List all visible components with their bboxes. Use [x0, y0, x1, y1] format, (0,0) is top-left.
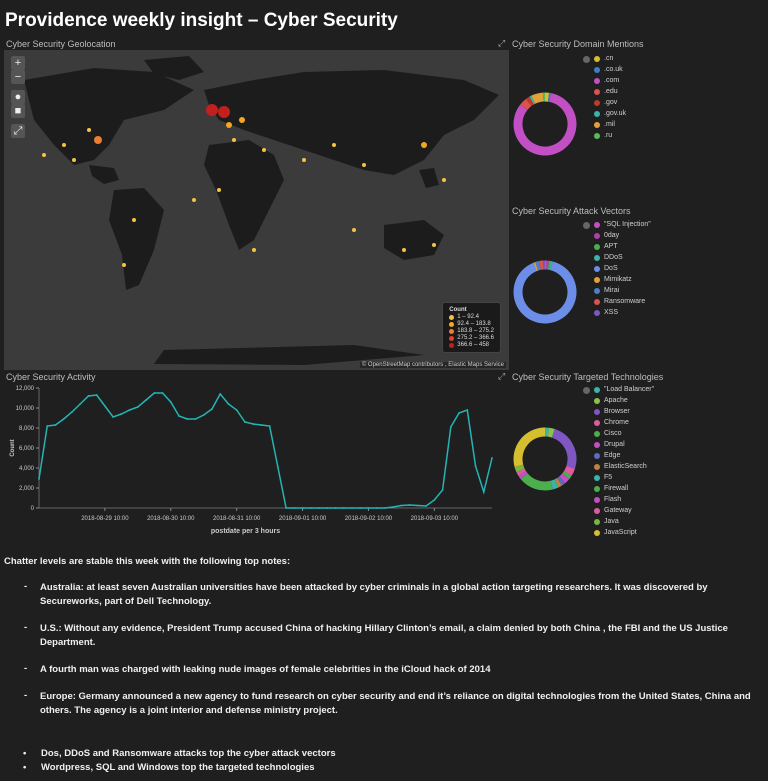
legend-item[interactable] [594, 285, 651, 296]
note-item [4, 690, 764, 718]
legend-label: Mirai [604, 287, 620, 294]
activity-point[interactable] [38, 478, 40, 480]
activity-point[interactable] [302, 507, 304, 509]
activity-point[interactable] [293, 507, 295, 509]
activity-point[interactable] [162, 392, 164, 394]
legend-swatch [594, 111, 600, 117]
domain-mentions-title: Cyber Security Domain Mentions [512, 39, 644, 49]
legend-item[interactable] [594, 119, 626, 130]
legend-item[interactable] [594, 64, 626, 75]
activity-point[interactable] [450, 426, 452, 428]
donut-segment[interactable] [556, 482, 559, 484]
map-marker[interactable] [226, 122, 232, 128]
donut-segment[interactable] [562, 476, 566, 480]
bullet-marker: • [23, 748, 27, 759]
legend-label: 275.2 – 366.6 [457, 335, 494, 341]
legend-label: JavaScript [604, 529, 637, 536]
legend-label: Ransomware [604, 298, 646, 305]
y-tick-label: 4,000 [18, 466, 34, 472]
note-text: U.S.: Without any evidence, President Trump accused China of hacking Hillary Clinton’s email, a claim denied by both China , the FBI and the US Justice Department. [40, 623, 728, 648]
activity-point[interactable] [46, 425, 48, 427]
geolocation-panel-title: Cyber Security Geolocation [6, 39, 116, 49]
legend-swatch [594, 310, 600, 316]
legend-swatch [594, 255, 600, 261]
legend-label: .gov [604, 99, 618, 106]
legend-label: .edu [604, 88, 618, 95]
dash-marker: - [24, 581, 28, 592]
note-item [4, 622, 764, 650]
legend-swatch [594, 266, 600, 272]
legend-label: Java [604, 518, 619, 525]
x-tick-label: 2018-09-03 10:00 [410, 516, 459, 522]
domain-mentions-donut[interactable] [513, 92, 577, 156]
donut-segment[interactable] [521, 470, 523, 473]
activity-point[interactable] [137, 406, 139, 408]
legend-label: Firewall [604, 485, 629, 492]
legend-label: DDoS [604, 254, 623, 261]
activity-point[interactable] [269, 425, 271, 427]
activity-point[interactable] [112, 416, 114, 418]
legend-item[interactable] [594, 439, 654, 450]
donut-segment[interactable] [553, 433, 572, 467]
activity-point[interactable] [178, 415, 180, 417]
legend-label: Apache [604, 397, 628, 404]
legend-item[interactable] [594, 406, 654, 417]
legend-swatch [594, 442, 600, 448]
map-marker[interactable] [42, 153, 46, 157]
activity-point[interactable] [260, 424, 262, 426]
map-marker[interactable] [217, 188, 221, 192]
y-axis-label: Count [10, 439, 16, 457]
bullet-item [4, 762, 764, 773]
activity-point[interactable] [351, 507, 353, 509]
legend-swatch [594, 464, 600, 470]
donut-segment[interactable] [535, 266, 537, 267]
legend-swatch [594, 486, 600, 492]
weekly-notes [4, 556, 764, 776]
legend-item[interactable] [594, 86, 626, 97]
y-tick-label: 0 [30, 506, 34, 512]
legend-item[interactable] [594, 461, 654, 472]
legend-label: 92.4 – 183.8 [457, 321, 491, 327]
activity-point[interactable] [244, 421, 246, 423]
activity-point[interactable] [186, 418, 188, 420]
activity-point[interactable] [359, 507, 361, 509]
activity-point[interactable] [277, 466, 279, 468]
page-title: Providence weekly insight – Cyber Security [5, 10, 398, 31]
legend-toggle-icon[interactable] [583, 387, 590, 394]
activity-point[interactable] [129, 409, 131, 411]
activity-point[interactable] [63, 418, 65, 420]
y-tick-label: 2,000 [18, 486, 34, 492]
activity-point[interactable] [310, 507, 312, 509]
legend-swatch [594, 530, 600, 536]
donut-segment[interactable] [524, 102, 529, 107]
legend-label: APT [604, 243, 618, 250]
legend-item[interactable] [594, 417, 654, 428]
legend-label: Gateway [604, 507, 632, 514]
donut-segment[interactable] [532, 100, 534, 101]
activity-point[interactable] [79, 403, 81, 405]
map-marker[interactable] [432, 243, 436, 247]
legend-label: .mil [604, 121, 615, 128]
legend-swatch [594, 387, 600, 393]
activity-point[interactable] [343, 507, 345, 509]
activity-series-line[interactable] [39, 393, 492, 508]
map-marker[interactable] [239, 117, 245, 123]
activity-point[interactable] [195, 418, 197, 420]
activity-point[interactable] [153, 392, 155, 394]
legend-item[interactable] [594, 130, 626, 141]
legend-item[interactable] [594, 395, 654, 406]
legend-swatch [594, 420, 600, 426]
dash-marker: - [24, 663, 28, 674]
map-marker[interactable] [132, 218, 136, 222]
note-text: Europe: Germany announced a new agency to fund research on cyber security and end it’s reliance on digital technologies from the United States, China and others. The agency is a joint interior and defense ministry project. [40, 691, 751, 716]
legend-swatch [594, 497, 600, 503]
activity-point[interactable] [335, 507, 337, 509]
donut-segment[interactable] [537, 265, 540, 266]
activity-point[interactable] [88, 395, 90, 397]
map-marker[interactable] [352, 228, 356, 232]
legend-label: .com [604, 77, 620, 84]
legend-swatch [594, 519, 600, 525]
targeted-tech-legend [594, 384, 654, 538]
legend-item[interactable] [594, 516, 654, 527]
activity-point[interactable] [368, 507, 370, 509]
activity-point[interactable] [475, 465, 477, 467]
map-marker[interactable] [442, 178, 446, 182]
notes-lead: Chatter levels are stable this week with the following top notes: [4, 556, 291, 567]
activity-point[interactable] [326, 507, 328, 509]
legend-label: .co.uk [604, 66, 623, 73]
note-item [4, 581, 764, 609]
x-axis-label: postdate per 3 hours [210, 528, 281, 535]
map-marker[interactable] [421, 142, 427, 148]
map-legend [442, 302, 501, 353]
activity-point[interactable] [417, 505, 419, 507]
map-marker[interactable] [302, 158, 306, 162]
zoom-in-button[interactable]: + [11, 56, 25, 70]
donut-segment[interactable] [524, 476, 552, 486]
map-marker[interactable] [62, 143, 66, 147]
donut-segment[interactable] [559, 480, 562, 482]
map-marker[interactable] [87, 128, 91, 132]
activity-point[interactable] [71, 411, 73, 413]
map-marker[interactable] [332, 143, 336, 147]
legend-swatch [449, 343, 454, 348]
donut-segment[interactable] [518, 266, 572, 319]
activity-point[interactable] [228, 403, 230, 405]
attack-vectors-title: Cyber Security Attack Vectors [512, 206, 631, 216]
bullet-item [4, 748, 764, 759]
note-text: Australia: at least seven Australian universities have been attacked by cyber criminals in a global action targeting researchers. It was discovered by Secureworks, part of Dell Technology. [40, 582, 708, 607]
bullet-text: Dos, DDoS and Ransomware attacks top the cyber attack vectors [41, 748, 336, 759]
legend-item[interactable] [594, 219, 651, 230]
legend-toggle-icon[interactable] [583, 56, 590, 63]
legend-label: .ru [604, 132, 613, 139]
y-tick-label: 8,000 [18, 426, 34, 432]
legend-item[interactable] [594, 505, 654, 516]
legend-item[interactable] [594, 494, 654, 505]
note-item [4, 663, 764, 677]
donut-segment[interactable] [533, 97, 543, 100]
legend-swatch [594, 475, 600, 481]
legend-swatch [594, 78, 600, 84]
activity-point[interactable] [236, 409, 238, 411]
domain-mentions-legend [594, 53, 626, 141]
legend-label: Drupal [604, 441, 625, 448]
legend-swatch [594, 122, 600, 128]
legend-item[interactable] [594, 384, 654, 395]
legend-swatch [594, 222, 600, 228]
expand-icon[interactable]: ⤢ [498, 371, 506, 381]
map-marker[interactable] [122, 263, 126, 267]
activity-point[interactable] [491, 457, 493, 459]
legend-swatch [449, 336, 454, 341]
legend-item[interactable] [594, 75, 626, 86]
legend-item[interactable] [594, 274, 651, 285]
legend-item[interactable] [594, 252, 651, 263]
legend-swatch [449, 322, 454, 327]
legend-swatch [594, 508, 600, 514]
x-tick-label: 2018-09-02 10:00 [344, 516, 393, 522]
legend-item[interactable] [594, 241, 651, 252]
activity-point[interactable] [401, 505, 403, 507]
fit-bounds-icon[interactable]: ⤢ [11, 124, 25, 138]
dash-marker: - [24, 690, 28, 701]
activity-point[interactable] [120, 413, 122, 415]
legend-label: ElasticSearch [604, 463, 647, 470]
legend-label: 0day [604, 232, 620, 239]
legend-label: .gov.uk [604, 110, 627, 117]
activity-point[interactable] [203, 414, 205, 416]
activity-point[interactable] [409, 504, 411, 506]
legend-label: F5 [604, 474, 613, 481]
legend-swatch [594, 453, 600, 459]
legend-label: Cisco [604, 430, 622, 437]
donut-segment[interactable] [552, 483, 557, 485]
legend-label: "SQL Injection" [604, 221, 651, 228]
activity-point[interactable] [252, 423, 254, 425]
targeted-tech-title: Cyber Security Targeted Technologies [512, 372, 664, 382]
geolocation-map[interactable] [4, 50, 509, 370]
activity-point[interactable] [425, 505, 427, 507]
legend-item[interactable] [594, 53, 626, 64]
legend-swatch [594, 100, 600, 106]
activity-line-chart[interactable] [4, 380, 499, 535]
x-tick-label: 2018-08-30 10:00 [147, 516, 195, 522]
legend-label: Chrome [604, 419, 629, 426]
legend-item[interactable] [594, 108, 626, 119]
activity-panel-title: Cyber Security Activity [6, 372, 96, 382]
x-tick-label: 2018-08-31 10:00 [212, 516, 261, 522]
activity-point[interactable] [55, 424, 57, 426]
legend-swatch [594, 89, 600, 95]
legend-swatch [594, 233, 600, 239]
legend-item[interactable] [594, 472, 654, 483]
map-marker[interactable] [206, 104, 218, 116]
activity-point[interactable] [285, 507, 287, 509]
legend-item[interactable] [594, 97, 626, 108]
legend-label: Edge [604, 452, 621, 459]
y-tick-label: 6,000 [18, 446, 34, 452]
map-marker[interactable] [262, 148, 266, 152]
map-marker[interactable] [362, 163, 366, 167]
legend-item[interactable] [594, 307, 651, 318]
dash-marker: - [24, 622, 28, 633]
legend-label: XSS [604, 309, 619, 316]
legend-swatch [594, 244, 600, 250]
map-marker[interactable] [232, 138, 236, 142]
bullet-text[interactable]: Wordpress, SQL and Windows top the targeted technologies [41, 762, 315, 773]
legend-swatch [594, 299, 600, 305]
world-map[interactable] [4, 50, 509, 370]
x-tick-label: 2018-08-29 10:00 [81, 516, 129, 522]
legend-swatch [594, 56, 600, 62]
legend-swatch [449, 315, 454, 320]
legend-item[interactable] [594, 263, 651, 274]
legend-label: 1 – 92.4 [457, 314, 479, 320]
legend-swatch [449, 329, 454, 334]
activity-point[interactable] [392, 506, 394, 508]
legend-label: .cn [604, 55, 614, 62]
legend-swatch [594, 67, 600, 73]
activity-point[interactable] [483, 491, 485, 493]
map-marker[interactable] [94, 136, 102, 144]
attack-vectors-donut[interactable] [513, 260, 577, 324]
legend-swatch [594, 431, 600, 437]
activity-point[interactable] [433, 499, 435, 501]
legend-swatch [594, 398, 600, 404]
zoom-out-button[interactable]: − [11, 70, 25, 84]
donut-segment[interactable] [566, 473, 568, 476]
activity-point[interactable] [376, 507, 378, 509]
legend-item[interactable] [594, 296, 651, 307]
expand-icon[interactable]: ⤢ [498, 38, 506, 48]
map-marker[interactable] [402, 248, 406, 252]
activity-point[interactable] [458, 412, 460, 414]
attack-vectors-legend [594, 219, 651, 318]
donut-segment[interactable] [529, 101, 532, 103]
activity-point[interactable] [145, 399, 147, 401]
activity-point[interactable] [104, 405, 106, 407]
legend-item[interactable] [594, 527, 654, 538]
legend-swatch [594, 288, 600, 294]
donut-segment[interactable] [522, 473, 524, 476]
map-attribution[interactable]: © OpenStreetMap contributors , Elastic Maps Service [361, 362, 504, 368]
map-legend-title: Count [449, 307, 467, 313]
legend-swatch [594, 133, 600, 139]
legend-swatch [594, 409, 600, 415]
legend-label: DoS [604, 265, 618, 272]
activity-point[interactable] [384, 507, 386, 509]
legend-swatch [594, 277, 600, 283]
donut-segment[interactable] [519, 466, 521, 471]
targeted-tech-donut[interactable] [513, 427, 577, 491]
legend-label: 183.8 – 275.2 [457, 328, 494, 334]
donut-segment[interactable] [568, 467, 571, 473]
y-tick-label: 12,000 [15, 386, 34, 392]
activity-point[interactable] [318, 507, 320, 509]
legend-item[interactable] [594, 428, 654, 439]
legend-item[interactable] [594, 230, 651, 241]
draw-circle-icon[interactable]: ● [11, 90, 25, 104]
y-tick-label: 10,000 [15, 406, 34, 412]
activity-point[interactable] [466, 409, 468, 411]
map-marker[interactable] [72, 158, 76, 162]
legend-label: Mimikatz [604, 276, 632, 283]
legend-item[interactable] [594, 483, 654, 494]
legend-label: Browser [604, 408, 630, 415]
activity-point[interactable] [96, 394, 98, 396]
activity-point[interactable] [170, 401, 172, 403]
activity-point[interactable] [442, 489, 444, 491]
legend-label: Flash [604, 496, 622, 503]
donut-segment[interactable] [548, 432, 553, 433]
legend-label: "Load Balancer" [604, 386, 655, 393]
map-marker[interactable] [252, 248, 256, 252]
legend-item[interactable] [594, 450, 654, 461]
activity-point[interactable] [211, 408, 213, 410]
bullet-marker: • [23, 762, 27, 773]
map-marker[interactable] [192, 198, 196, 202]
draw-rectangle-icon[interactable]: ■ [11, 104, 25, 118]
donut-segment[interactable] [518, 432, 545, 466]
legend-label: 366.6 – 458 [457, 342, 489, 348]
map-marker[interactable] [218, 106, 230, 118]
note-text: A fourth man was charged with leaking nude images of female celebrities in the iCloud hack of 2014 [40, 664, 491, 675]
x-tick-label: 2018-09-01 10:00 [278, 516, 327, 522]
legend-toggle-icon[interactable] [583, 222, 590, 229]
activity-point[interactable] [219, 393, 221, 395]
